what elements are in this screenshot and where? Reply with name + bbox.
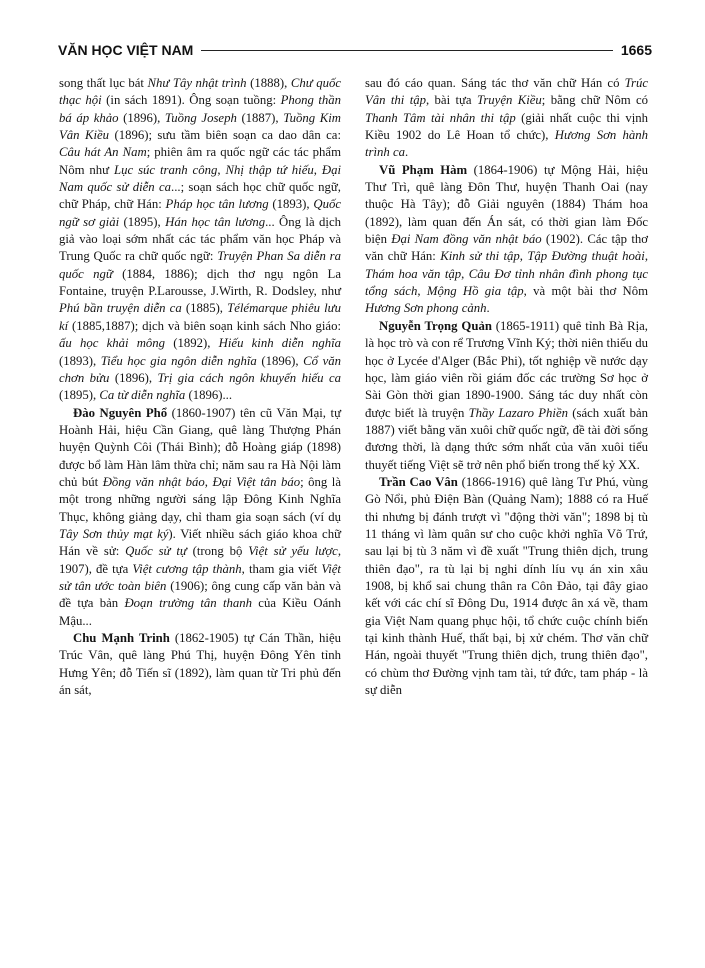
left-column — [59, 75, 341, 699]
paragraph-chu-manh-trinh-cont: sau đó cáo quan. Sáng tác thơ văn chữ Hán có Trúc Vân thi tập, bài tựa Truyện Kiều; bằng chữ Nôm có Thanh Tâm tài nhân thi tập (giải nhất cuộc thi vịnh Kiều 1902 do Lê Hoan tổ chức), Hương Sơn hành trình ca. — [365, 76, 649, 160]
work-title: Lục súc tranh công — [114, 162, 218, 177]
work-title: Phú bần truyện diễn ca — [59, 301, 182, 316]
entry-vu-pham-ham: Vũ Phạm Hàm (1864-1906) tự Mộng Hải, hiệu Thư Trì, quê làng Đôn Thư, huyện Thanh Oai (nay thuộc Hà Tây); đỗ Giải nguyên (1884) Thám hoa (1892), làm quan đến Án sát, có thời gian làm Đốc biện Đại Nam đồng văn nhật báo (1902). Các tập thơ văn chữ Hán: Kinh sử thi tập, Tập Đường thuật hoài, Thám hoa văn tập, Câu Đơ tỉnh nhân đình phong tục tổng sách, Mộng Hồ gia tập, và một bài thơ Nôm Hương Sơn phong cảnh. — [365, 162, 649, 316]
work-title: ấu học khải mông — [59, 336, 166, 351]
work-title: Mộng Hồ gia tập — [426, 284, 524, 299]
header-rule — [201, 50, 613, 51]
work-title: Cổ văn chơn bửu — [59, 353, 341, 385]
entry-name: Vũ Phạm Hàm — [379, 162, 468, 177]
work-title: Tiểu học gia ngôn diễn nghĩa — [100, 353, 257, 368]
section-title: VĂN HỌC VIỆT NAM — [58, 42, 194, 58]
work-title: Thám hoa văn tập — [365, 266, 462, 281]
work-title: Nhị thập tứ hiếu — [225, 162, 314, 177]
work-title: Đoạn trường tân thanh — [124, 596, 252, 611]
entry-name: Đào Nguyên Phổ — [73, 405, 168, 420]
entry-tran-cao-van: Trần Cao Vân (1866-1916) quê làng Tư Phú, vùng Gò Nổi, phủ Điện Bàn (Quảng Nam); 1888 có ra Huế thi nhưng bị đánh trượt vì "động thời văn"; 1898 bị tù 11 tháng vì làm quân sư cho cuộc khởi nghĩa Võ Trứ, sau lại bị tù 3 năm vì đề xuất "Trung thiên dịch, trung thiên đạo", ra tù lại bị nghi dính líu vụ án xin xâu 1908, bị khổ sai chung thân ra Côn Đảo, tại đây giao kết với các chí sĩ Đông Du, 1914 được ân xá về, tham gia Việt Nam quang phục hội, tổ chức cuộc chính biến tại kinh thành Huế, thất bại, bị xử chém. Thơ văn chữ Hán, ngoài thuyết "Trung thiên dịch, trung thiên đạo", có chùm thơ Đường vịnh tam tài, tứ đức, tam pháp - là sự diễn — [365, 474, 648, 698]
work-title: Phong thần bá áp khảo — [59, 93, 341, 125]
work-title: Kinh sử thi tập — [440, 249, 520, 264]
work-title: Đại Nam đồng văn nhật báo — [391, 232, 542, 247]
right-column — [365, 75, 648, 699]
entry-name: Trần Cao Vân — [379, 474, 458, 489]
work-title: Trị gia cách ngôn khuyến hiếu ca — [157, 370, 342, 385]
work-title: Thầy Lazaro Phiền — [468, 405, 568, 420]
work-title: Đại Việt tân báo — [212, 474, 301, 489]
work-title: Hương Sơn hành trình ca — [365, 128, 648, 160]
paragraph-truong-vinh-ky-cont: song thất lục bát Như Tây nhật trình (1888), Chư quốc thạc hội (in sách 1891). Ông soạn tuồng: Phong thần bá áp khảo (1896), Tuồng Joseph (1887), Tuồng Kim Vân Kiều (1896); sưu tầm biên soạn ca dao dân ca: Câu hát An Nam; phiên âm ra quốc ngữ các tác phẩm Nôm như Lục súc tranh công, Nhị thập tứ hiếu, Đại Nam quốc sử diễn ca...; soạn sách học chữ quốc ngữ, chữ Pháp, chữ Hán: Pháp học tân lương (1893), Quốc ngữ sơ giải (1895), Hán học tân lương... Ông là dịch giả vào loại sớm nhất các tác phẩm văn học Pháp và Trung Quốc ra chữ quốc ngữ: Truyện Phan Sa diễn ra quốc ngữ (1884, 1886); dịch thơ ngụ ngôn La Fontaine, truyện P.Larousse, J.Wirth, R. Dodsley, như Phú bần truyện diễn ca (1885), Télémarque phiêu lưu kí (1885,1887); dịch và biên soạn kinh sách Nho giáo: ấu học khải mông (1892), Hiếu kinh diễn nghĩa (1893), Tiểu học gia ngôn diễn nghĩa (1896), Cổ văn chơn bửu (1896), Trị gia cách ngôn khuyến hiếu ca (1895), Ca từ diễn nghĩa (1896)... — [59, 76, 342, 403]
work-title: Truyện Kiều — [476, 93, 542, 108]
work-title: Việt sử tân ước toàn biên — [59, 561, 341, 593]
work-title: Thanh Tâm tài nhân thi tập — [365, 110, 516, 125]
work-title: Hán học tân lương — [165, 214, 266, 229]
work-title: Tuồng Kim Vân Kiều — [59, 110, 341, 143]
work-title: Truyện Phan Sa diễn ra quốc ngữ — [59, 249, 342, 281]
work-title: Việt sử yếu lược — [248, 544, 338, 559]
work-title: Télémarque phiêu lưu kí — [59, 301, 341, 333]
work-title: Đại Nam quốc sử diễn ca — [59, 162, 342, 195]
work-title: Hương Sơn phong cảnh — [365, 301, 487, 316]
page-number: 1665 — [620, 42, 652, 58]
work-title: Chư quốc thạc hội — [59, 76, 341, 108]
running-header — [58, 38, 652, 62]
work-title: Việt cương tập thành — [132, 561, 242, 576]
work-title: Đồng văn nhật báo — [102, 474, 205, 489]
work-title: Pháp học tân lương — [165, 197, 269, 212]
entry-chu-manh-trinh: Chu Mạnh Trinh (1862-1905) tự Cán Thần, hiệu Trúc Vân, quê làng Phú Thị, huyện Đông Yên tỉnh Hưng Yên; đỗ Tiến sĩ (1892), làm quan từ Tri phủ đến án sát, — [59, 631, 341, 698]
work-title: Tập Đường thuật hoài — [527, 249, 645, 264]
work-title: Tây Sơn thủy mạt ký — [59, 526, 169, 541]
entry-name: Nguyễn Trọng Quản — [379, 318, 492, 333]
work-title: Trúc Vân thi tập — [365, 76, 648, 108]
work-title: Câu hát An Nam — [59, 145, 147, 160]
entry-name: Chu Mạnh Trinh — [73, 631, 170, 645]
work-title: Quốc sử tự — [125, 544, 187, 559]
work-title: Như Tây nhật trình — [147, 76, 247, 90]
work-title: Ca từ diễn nghĩa — [99, 388, 186, 403]
work-title: Quốc ngữ sơ giải — [59, 197, 341, 229]
work-title: Hiếu kinh diễn nghĩa — [218, 336, 341, 351]
entry-nguyen-trong-quan: Nguyễn Trọng Quản (1865-1911) quê tỉnh Bà Rịa, là học trò và con rể Trương Vĩnh Ký; thời niên thiếu du học ở Lycée d'Alger (Bắc Phi), tốt nghiệp về nước dạy học, làm giáo viên rồi giám đốc các trường Sơ học ở Sài Gòn thời gian 1890-1900. Sáng tác duy nhất còn được biết là truyện Thầy Lazaro Phiền (sách xuất bản 1887) viết bằng văn xuôi chữ quốc ngữ, đề tài đời sống đương thời, là dạng thức sớm nhất của văn xuôi tiểu thuyết tiếng Việt sẽ trở nên phổ biến trong thế kỷ XX. — [365, 318, 648, 472]
work-title: Câu Đơ tỉnh nhân đình phong tục tổng sách — [365, 266, 648, 299]
work-title: Tuồng Joseph — [164, 110, 237, 125]
entry-dao-nguyen-pho: Đào Nguyên Phổ (1860-1907) tên cũ Văn Mại, tự Hoành Hải, hiệu Cần Giang, quê làng Thượng Phán huyện Quỳnh Côi (Thái Bình); đỗ Hoàng giáp (1898) được bổ làm Hàn lâm thừa chỉ; năm sau ra Hà Nội làm chủ bút Đồng văn nhật báo, Đại Việt tân báo; ông là một trong những người sáng lập Đông Kinh Nghĩa Thục, không giảng dạy, chỉ tham gia soạn sách (ví dụ Tây Sơn thủy mạt ký). Viết nhiều sách giáo khoa chữ Hán về sử: Quốc sử tự (trong bộ Việt sử yếu lược, 1907), đề tựa Việt cương tập thành, tham gia viết Việt sử tân ước toàn biên (1906); ông cung cấp văn bản và đề tựa bản Đoạn trường tân thanh của Kiều Oánh Mậu... — [59, 405, 342, 628]
